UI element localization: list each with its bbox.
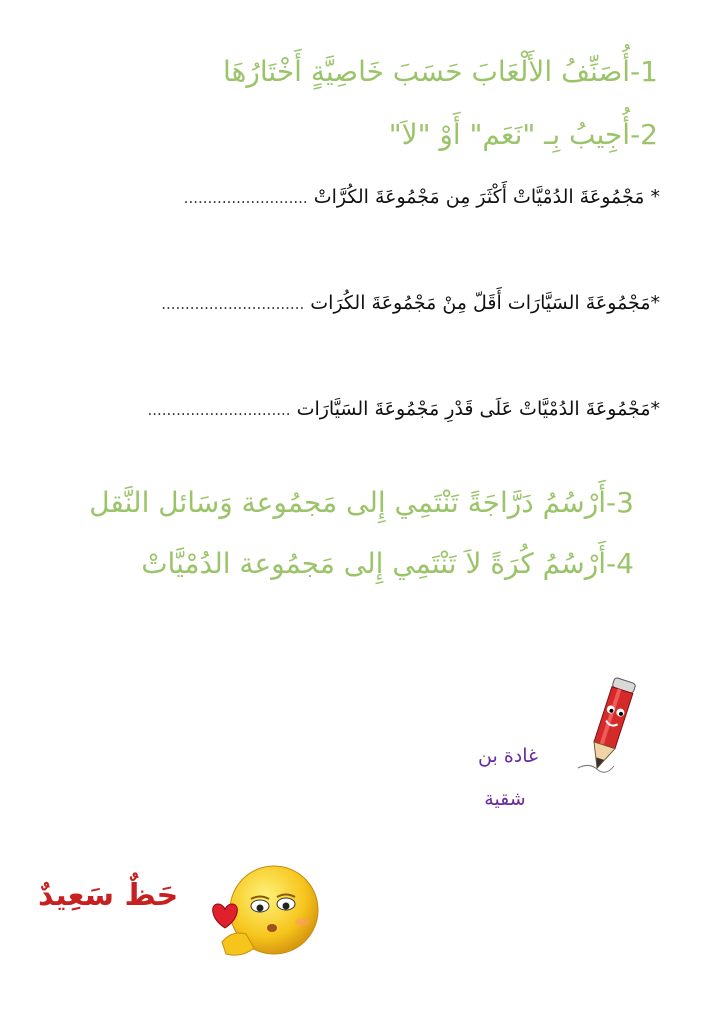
statement-1-text: * مَجْمُوعَةَ الدُمْيَّاتْ أَكْثَرَ مِن مَجْمُوعَةَ الكُرَّاتْ bbox=[313, 186, 660, 208]
question-2: 2-أُجِيبُ بِـ "نَعَم" أَوْ "لاَ" bbox=[388, 118, 658, 151]
author-name-line1: غادة بن bbox=[478, 745, 538, 767]
author-name-line2: شقية bbox=[484, 788, 526, 810]
answer-blank-1[interactable]: .......................... bbox=[183, 189, 308, 207]
good-luck-text: حَظٌ سَعِيدٌ bbox=[38, 878, 179, 913]
question-4: 4-أَرْسُمُ كُرَةً لاَ تَنْتَمِي إِلى مَجمُوعة الدُمْيَّاتْ bbox=[141, 547, 634, 580]
question-3: 3-أَرْسُمُ دَرَّاجَةً تَنْتَمِي إِلى مَجمُوعة وَسَائل النَّقل bbox=[89, 486, 634, 519]
statement-2-text: *مَجْمُوعَةَ السَيَّارَات أَقَلّ مِنْ مَجْمُوعَةَ الكُرَات bbox=[310, 292, 660, 314]
statement-2 bbox=[161, 292, 660, 314]
question-1: 1-أُصَنِّفُ الأَلْعَابَ حَسَبَ خَاصِيَّةٍ أَخْتَارُهَا bbox=[223, 55, 658, 88]
statement-1 bbox=[184, 186, 660, 208]
answer-blank-2[interactable]: .............................. bbox=[161, 295, 305, 313]
heart-icon bbox=[208, 900, 242, 930]
pencil-mascot-icon bbox=[570, 670, 650, 780]
answer-blank-3[interactable]: .............................. bbox=[147, 401, 291, 419]
statement-3 bbox=[147, 398, 660, 420]
statement-3-text: *مَجْمُوعَةَ الدُمْيَّاتْ عَلَى قَدْرِ مَجْمُوعَةَ السَيَّارَات bbox=[296, 398, 660, 420]
